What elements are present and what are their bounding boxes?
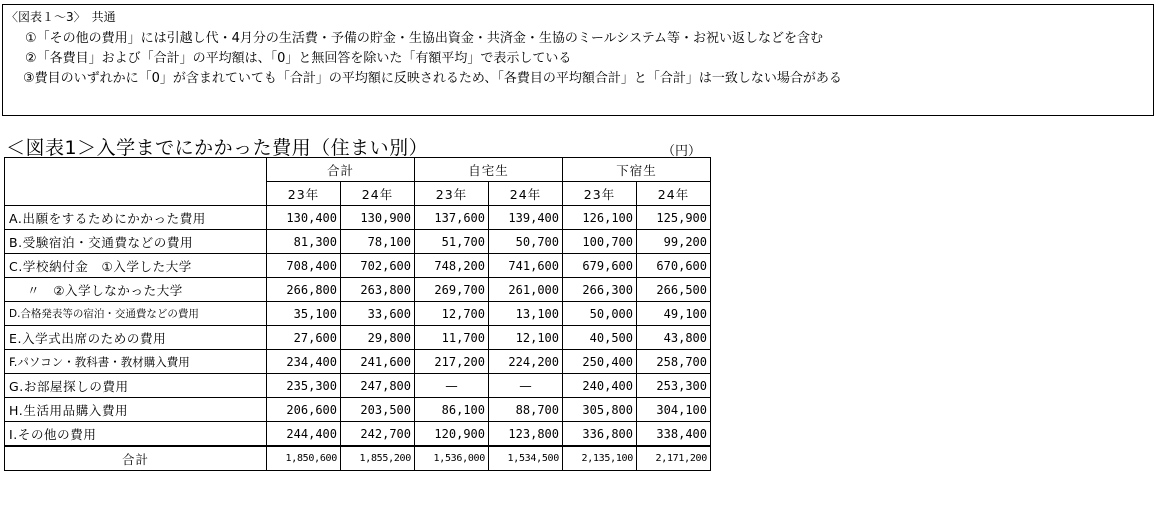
total-value: 1,536,000 xyxy=(415,446,489,471)
cell-value: 137,600 xyxy=(415,206,489,230)
cell-value: — xyxy=(489,374,563,398)
cell-value: 88,700 xyxy=(489,398,563,422)
table-row xyxy=(5,206,711,230)
cell-value: 12,100 xyxy=(489,326,563,350)
cell-value: 242,700 xyxy=(341,422,415,447)
notes-title: 〈図表１～3〉 共通 xyxy=(6,10,116,24)
cell-value: 266,500 xyxy=(637,278,711,302)
cell-value: 263,800 xyxy=(341,278,415,302)
row-label: G.お部屋探しの費用 xyxy=(5,374,267,398)
cell-value: 100,700 xyxy=(563,230,637,254)
cell-value: 130,400 xyxy=(267,206,341,230)
cell-value: 49,100 xyxy=(637,302,711,326)
cell-value: 139,400 xyxy=(489,206,563,230)
row-label: H.生活用品購入費用 xyxy=(5,398,267,422)
row-label: I.その他の費用 xyxy=(5,422,267,447)
cell-value: 748,200 xyxy=(415,254,489,278)
cell-value: 240,400 xyxy=(563,374,637,398)
cell-value: 261,000 xyxy=(489,278,563,302)
cell-value: 50,000 xyxy=(563,302,637,326)
cell-value: 266,300 xyxy=(563,278,637,302)
row-label: B.受験宿泊・交通費などの費用 xyxy=(5,230,267,254)
total-value: 2,171,200 xyxy=(637,446,711,471)
cell-value: 241,600 xyxy=(341,350,415,374)
total-value: 1,534,500 xyxy=(489,446,563,471)
group-header-lodging: 下宿生 xyxy=(563,158,711,182)
total-row xyxy=(5,446,711,471)
table-row xyxy=(5,398,711,422)
table-row xyxy=(5,350,711,374)
row-label: C.学校納付金 ①入学した大学 xyxy=(5,254,267,278)
total-value: 1,855,200 xyxy=(341,446,415,471)
cell-value: 120,900 xyxy=(415,422,489,447)
cell-value: 250,400 xyxy=(563,350,637,374)
table-row xyxy=(5,278,711,302)
table-row xyxy=(5,422,711,447)
cell-value: — xyxy=(415,374,489,398)
note-line-2: ②「各費目」および「合計」の平均額は、「0」と無回答を除いた「有額平均」で表示している xyxy=(25,51,572,66)
cell-value: 125,900 xyxy=(637,206,711,230)
cell-value: 99,200 xyxy=(637,230,711,254)
cell-value: 305,800 xyxy=(563,398,637,422)
cell-value: 203,500 xyxy=(341,398,415,422)
cell-value: 304,100 xyxy=(637,398,711,422)
note-line-3: ③費目のいずれかに「0」が含まれていても「合計」の平均額に反映されるため、「各費目の平均額合計」と「合計」は一致しない場合がある xyxy=(23,71,842,86)
cost-table xyxy=(4,157,711,471)
cell-value: 235,300 xyxy=(267,374,341,398)
cell-value: 13,100 xyxy=(489,302,563,326)
cell-value: 130,900 xyxy=(341,206,415,230)
cell-value: 123,800 xyxy=(489,422,563,447)
cell-value: 670,600 xyxy=(637,254,711,278)
cell-value: 81,300 xyxy=(267,230,341,254)
year-header: 24年 xyxy=(637,182,711,206)
total-label: 合計 xyxy=(5,446,267,471)
cell-value: 338,400 xyxy=(637,422,711,447)
cell-value: 708,400 xyxy=(267,254,341,278)
unit-label: （円） xyxy=(662,144,702,159)
cell-value: 266,800 xyxy=(267,278,341,302)
cell-value: 702,600 xyxy=(341,254,415,278)
table-title: ＜図表1＞入学までにかかった費用（住まい別） xyxy=(6,137,429,159)
cell-value: 29,800 xyxy=(341,326,415,350)
cell-value: 126,100 xyxy=(563,206,637,230)
year-header: 23年 xyxy=(563,182,637,206)
table-row xyxy=(5,230,711,254)
year-header: 24年 xyxy=(341,182,415,206)
year-header: 23年 xyxy=(267,182,341,206)
cell-value: 269,700 xyxy=(415,278,489,302)
cell-value: 234,400 xyxy=(267,350,341,374)
table-row xyxy=(5,326,711,350)
cell-value: 50,700 xyxy=(489,230,563,254)
cell-value: 51,700 xyxy=(415,230,489,254)
row-label: 〃 ②入学しなかった大学 xyxy=(5,278,267,302)
year-header: 23年 xyxy=(415,182,489,206)
row-label: D.合格発表等の宿泊・交通費などの費用 xyxy=(5,302,267,326)
total-value: 2,135,100 xyxy=(563,446,637,471)
notes-box xyxy=(2,4,1154,116)
cell-value: 741,600 xyxy=(489,254,563,278)
total-value: 1,850,600 xyxy=(267,446,341,471)
cell-value: 11,700 xyxy=(415,326,489,350)
year-header: 24年 xyxy=(489,182,563,206)
note-line-1: ①「その他の費用」には引越し代・4月分の生活費・予備の貯金・生協出資金・共済金・生協のミールシステム等・お祝い返しなどを含む xyxy=(25,31,824,46)
cell-value: 258,700 xyxy=(637,350,711,374)
group-header-total: 合計 xyxy=(267,158,415,182)
table-row xyxy=(5,374,711,398)
cell-value: 247,800 xyxy=(341,374,415,398)
cell-value: 679,600 xyxy=(563,254,637,278)
row-label: E.入学式出席のための費用 xyxy=(5,326,267,350)
cell-value: 78,100 xyxy=(341,230,415,254)
cell-value: 35,100 xyxy=(267,302,341,326)
cell-value: 43,800 xyxy=(637,326,711,350)
cell-value: 27,600 xyxy=(267,326,341,350)
cell-value: 336,800 xyxy=(563,422,637,447)
cell-value: 12,700 xyxy=(415,302,489,326)
cell-value: 217,200 xyxy=(415,350,489,374)
cell-value: 244,400 xyxy=(267,422,341,447)
cell-value: 206,600 xyxy=(267,398,341,422)
row-label: F.パソコン・教科書・教材購入費用 xyxy=(5,350,267,374)
group-header-home: 自宅生 xyxy=(415,158,563,182)
cell-value: 40,500 xyxy=(563,326,637,350)
cell-value: 253,300 xyxy=(637,374,711,398)
cell-value: 33,600 xyxy=(341,302,415,326)
row-label: A.出願をするためにかかった費用 xyxy=(5,206,267,230)
group-header-row xyxy=(5,158,711,182)
corner-cell xyxy=(5,158,267,206)
cell-value: 224,200 xyxy=(489,350,563,374)
table-row xyxy=(5,302,711,326)
table-row xyxy=(5,254,711,278)
cell-value: 86,100 xyxy=(415,398,489,422)
